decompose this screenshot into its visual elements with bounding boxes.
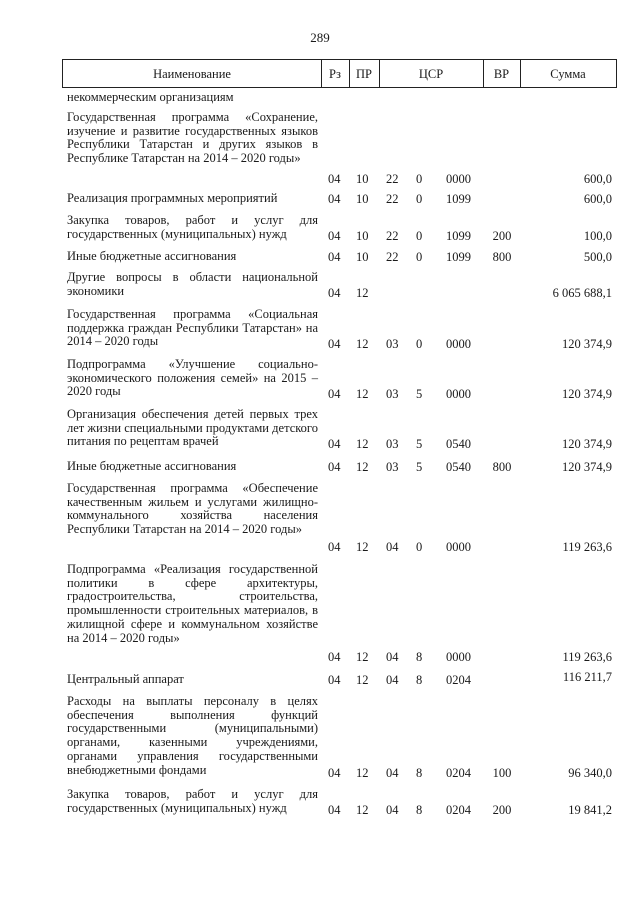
row-rz: 04 [328,673,341,687]
page-number: 289 [310,30,330,45]
row-csr-subprogram: 8 [416,650,423,664]
header-csr: ЦСР [418,67,444,81]
row-sum: 119 263,6 [562,540,612,554]
row-rz: 04 [328,387,341,401]
row-pr: 12 [356,650,369,664]
row-csr-subprogram: 0 [416,250,423,264]
row-name: некоммерческим организациям [67,90,234,104]
row-name: Закупка товаров, работ и услуг для государственных (муниципальных) нужд [67,213,318,241]
row-sum: 600,0 [583,172,612,186]
row-csr-program: 03 [386,437,399,451]
row-csr-program: 03 [386,460,399,474]
row-sum: 96 340,0 [568,766,612,780]
row-csr-program: 04 [386,803,399,817]
row-csr-direction: 0000 [446,387,471,401]
row-csr-program: 22 [386,250,399,264]
header-vr: ВР [493,67,510,81]
row-rz: 04 [328,229,341,243]
row-pr: 12 [356,766,369,780]
row-csr-direction: 1099 [446,250,471,264]
row-csr-subprogram: 0 [416,337,423,351]
row-sum: 119 263,6 [562,650,612,664]
row-csr-program: 22 [386,192,399,206]
row-csr-direction: 0000 [446,172,471,186]
row-csr-program: 04 [386,650,399,664]
row-rz: 04 [328,460,341,474]
row-vr: 100 [492,766,512,780]
row-sum: 100,0 [583,229,612,243]
row-rz: 04 [328,172,341,186]
row-vr: 200 [492,803,512,817]
row-csr-direction: 0204 [446,766,471,780]
row-sum: 19 841,2 [568,803,612,817]
row-pr: 10 [356,192,369,206]
row-csr-subprogram: 8 [416,766,423,780]
row-rz: 04 [328,437,341,451]
row-name: Подпрограмма «Реализация государственной политики в сфере архитектуры, градостроительства, строительства, промышленности строительных материалов, в жилищной сфере и коммунальном хозяйстве на 2014 – 2020 годы» [67,562,318,645]
row-rz: 04 [328,250,341,264]
row-csr-subprogram: 5 [416,387,423,401]
row-csr-program: 22 [386,229,399,243]
row-sum: 600,0 [583,192,612,206]
row-csr-subprogram: 8 [416,673,423,687]
row-pr: 12 [356,540,369,554]
row-name: Другие вопросы в области национальной экономики [67,270,318,298]
table-header [62,59,617,88]
row-csr-subprogram: 0 [416,192,423,206]
row-name: Подпрограмма «Улучшение социально-экономического положения семей» на 2015 – 2020 годы [67,357,318,399]
row-pr: 12 [356,437,369,451]
row-rz: 04 [328,192,341,206]
row-csr-direction: 1099 [446,192,471,206]
row-csr-direction: 0000 [446,540,471,554]
row-csr-subprogram: 0 [416,172,423,186]
row-csr-direction: 0540 [446,460,471,474]
row-csr-direction: 0204 [446,673,471,687]
row-pr: 12 [356,337,369,351]
row-csr-program: 03 [386,337,399,351]
row-pr: 12 [356,387,369,401]
row-name: Государственная программа «Социальная поддержка граждан Республики Татарстан» на 2014 – 2020 годы [67,307,318,349]
row-sum: 120 374,9 [562,387,612,401]
row-csr-program: 22 [386,172,399,186]
row-csr-subprogram: 0 [416,229,423,243]
row-sum: 120 374,9 [562,460,612,474]
row-vr: 800 [492,460,512,474]
row-sum: 500,0 [583,250,612,264]
row-pr: 10 [356,250,369,264]
row-name: Государственная программа «Обеспечение качественным жильем и услугами жилищно-коммунального хозяйства населения Республики Татарстан на 2014 – 2020 годы» [67,481,318,537]
header-rz: Рз [329,67,341,81]
row-name: Расходы на выплаты персоналу в целях обеспечения выполнения функций государственными (муниципальными) органами, казенными учреждениями, органами управления государственными внебюджетными фондами [67,694,318,777]
row-csr-direction: 0204 [446,803,471,817]
row-pr: 10 [356,229,369,243]
header-sum: Сумма [550,67,586,81]
row-vr: 800 [492,250,512,264]
row-csr-subprogram: 5 [416,437,423,451]
row-csr-direction: 0000 [446,337,471,351]
row-name: Организация обеспечения детей первых трех лет жизни специальными продуктами детского питания по рецептам врачей [67,407,318,449]
row-name: Иные бюджетные ассигнования [67,459,237,473]
row-csr-subprogram: 5 [416,460,423,474]
row-sum: 120 374,9 [562,337,612,351]
row-vr: 200 [492,229,512,243]
row-csr-direction: 0000 [446,650,471,664]
row-sum: 6 065 688,1 [552,286,612,300]
row-name: Реализация программных мероприятий [67,191,278,205]
row-rz: 04 [328,803,341,817]
row-csr-program: 04 [386,766,399,780]
row-rz: 04 [328,650,341,664]
row-csr-subprogram: 0 [416,540,423,554]
row-pr: 12 [356,673,369,687]
header-pr: ПР [356,67,372,81]
row-pr: 12 [356,803,369,817]
row-name: Закупка товаров, работ и услуг для государственных (муниципальных) нужд [67,787,318,815]
row-csr-subprogram: 8 [416,803,423,817]
row-sum: 120 374,9 [562,437,612,451]
row-rz: 04 [328,766,341,780]
header-name: Наименование [153,67,231,81]
row-name: Государственная программа «Сохранение, изучение и развитие государственных языков Республики Татарстан и других языков в Республике Татарстан на 2014 – 2020 годы» [67,110,318,166]
row-rz: 04 [328,540,341,554]
row-rz: 04 [328,337,341,351]
row-csr-program: 04 [386,673,399,687]
row-csr-program: 03 [386,387,399,401]
row-pr: 12 [356,286,369,300]
row-name: Центральный аппарат [67,672,184,686]
row-rz: 04 [328,286,341,300]
row-pr: 12 [356,460,369,474]
row-csr-program: 04 [386,540,399,554]
row-name: Иные бюджетные ассигнования [67,249,237,263]
row-sum: 116 211,7 [562,670,612,684]
row-csr-direction: 0540 [446,437,471,451]
row-csr-direction: 1099 [446,229,471,243]
row-pr: 10 [356,172,369,186]
